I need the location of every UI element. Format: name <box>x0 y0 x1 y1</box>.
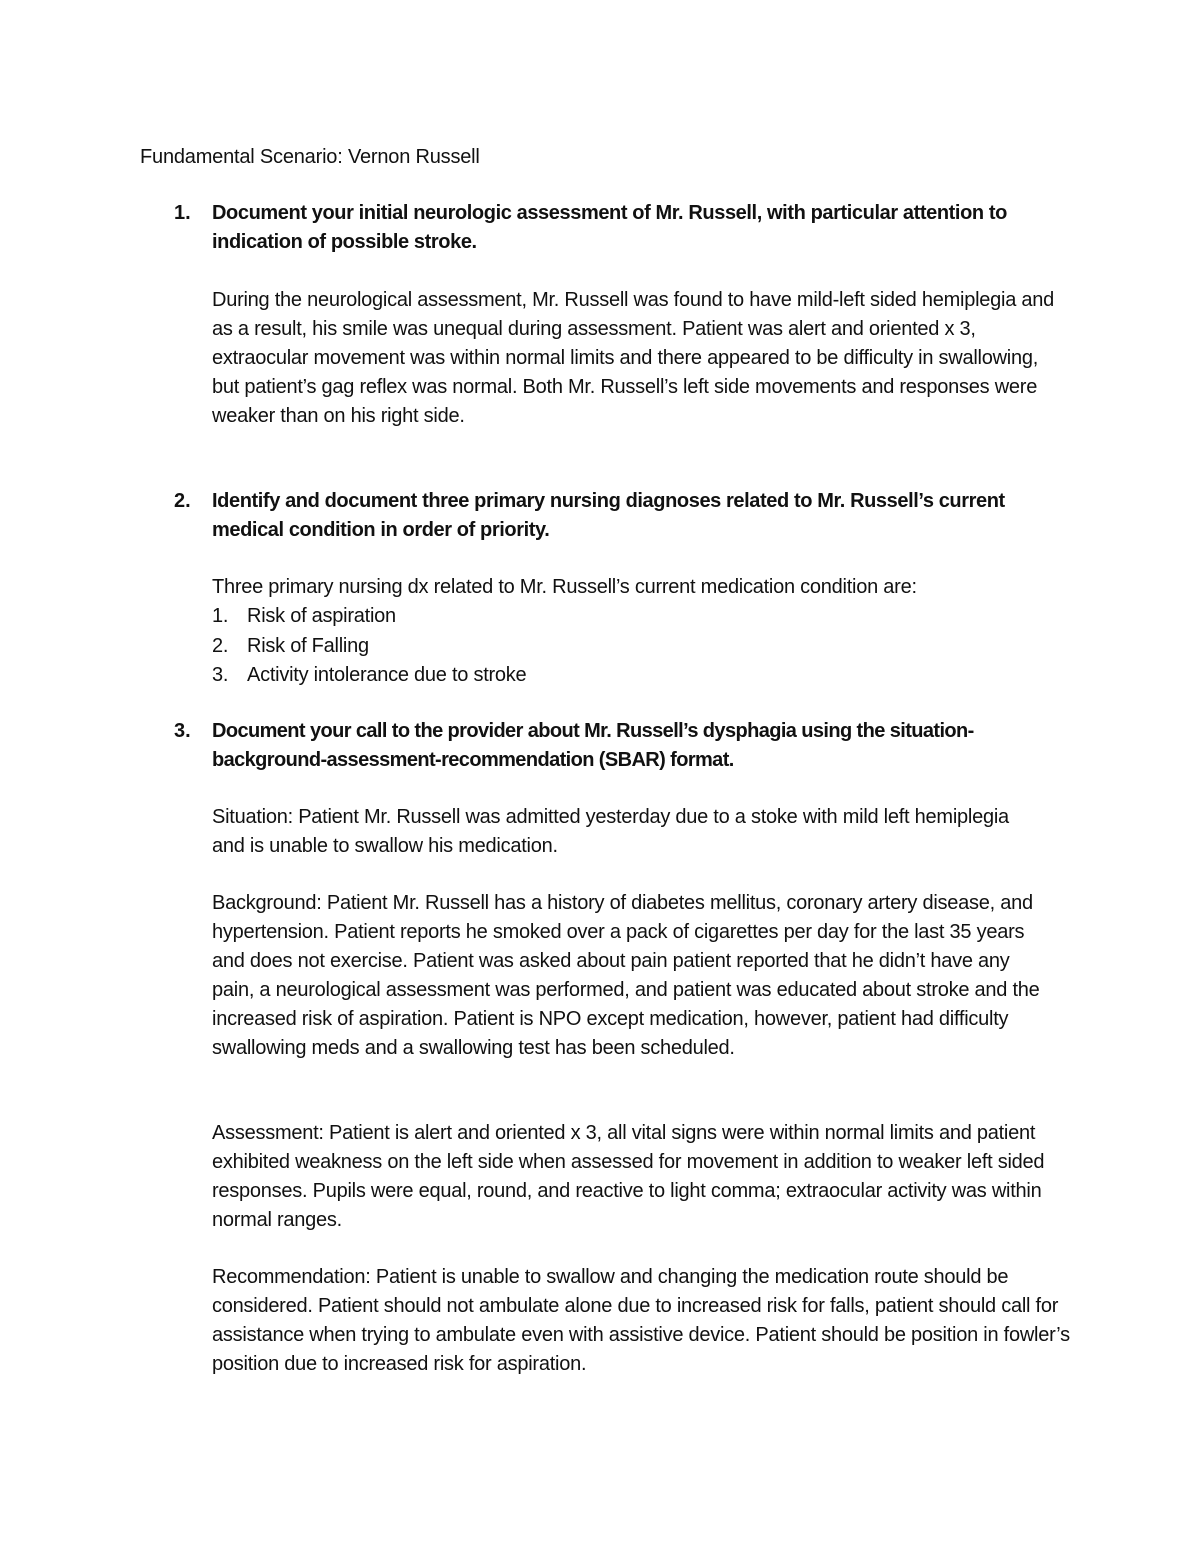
answer-1: During the neurological assessment, Mr. Russell was found to have mild-left sided hemiplegia and as a result, his smile was unequal during assessment. Patient was alert and oriented x 3, extraocular movement was within normal limits and there appeared to be difficulty in swallowing, but patient’s gag reflex was normal. Both Mr. Russell’s left side movements and responses were weaker than on his right side. <box>212 289 1055 427</box>
list-item-number: 1. <box>212 605 229 627</box>
sbar-situation: Situation: Patient Mr. Russell was admitted yesterday due to a stoke with mild left hemiplegia and is unable to swallow his medication. <box>212 806 1009 857</box>
list-item <box>212 632 526 662</box>
diagnoses-list <box>212 602 526 691</box>
question-prompt: Document your call to the provider about Mr. Russell’s dysphagia using the situation-background-assessment-recommendation (SBAR) format. <box>212 720 974 771</box>
list-item-text: Risk of Falling <box>247 634 369 657</box>
question-number: 1. <box>174 202 191 224</box>
list-item-text: Activity intolerance due to stroke <box>247 664 527 686</box>
list-item <box>212 602 526 632</box>
question-number: 3. <box>174 720 191 742</box>
sbar-background: Background: Patient Mr. Russell has a history of diabetes mellitus, coronary artery disease, and hypertension. Patient reports he smoked over a pack of cigarettes per day for the last 35 years and does not exercise. Patient was asked about pain patient reported that he didn’t have any pain, a neurological assessment was performed, and patient was educated about stroke and the increased risk of aspiration. Patient is NPO except medication, however, patient had difficulty swallowing meds and a swallowing test has been scheduled. <box>212 892 1040 1059</box>
list-item-number: 3. <box>212 664 229 686</box>
sbar-recommendation: Recommendation: Patient is unable to swallow and changing the medication route should be considered. Patient should not ambulate alone due to increased risk for falls, patient should call for assistance when trying to ambulate even with assistive device. Patient should be position in fowler’s position due to increased risk for aspiration. <box>212 1266 1070 1375</box>
list-item-number: 2. <box>212 634 229 657</box>
document-title: Fundamental Scenario: Vernon Russell <box>140 146 480 168</box>
question-prompt: Identify and document three primary nursing diagnoses related to Mr. Russell’s current medical condition in order of priority. <box>212 490 1005 541</box>
question-prompt: Document your initial neurologic assessment of Mr. Russell, with particular attention to indication of possible stroke. <box>212 202 1007 253</box>
question-number: 2. <box>174 490 191 512</box>
list-item-text: Risk of aspiration <box>247 605 396 627</box>
list-item <box>212 661 526 691</box>
answer-2-intro: Three primary nursing dx related to Mr. Russell’s current medication condition are: <box>212 576 917 598</box>
sbar-assessment: Assessment: Patient is alert and oriented x 3, all vital signs were within normal limits and patient exhibited weakness on the left side when assessed for movement in addition to weaker left sided responses. Pupils were equal, round, and reactive to light comma; extraocular activity was within normal ranges. <box>212 1122 1045 1231</box>
